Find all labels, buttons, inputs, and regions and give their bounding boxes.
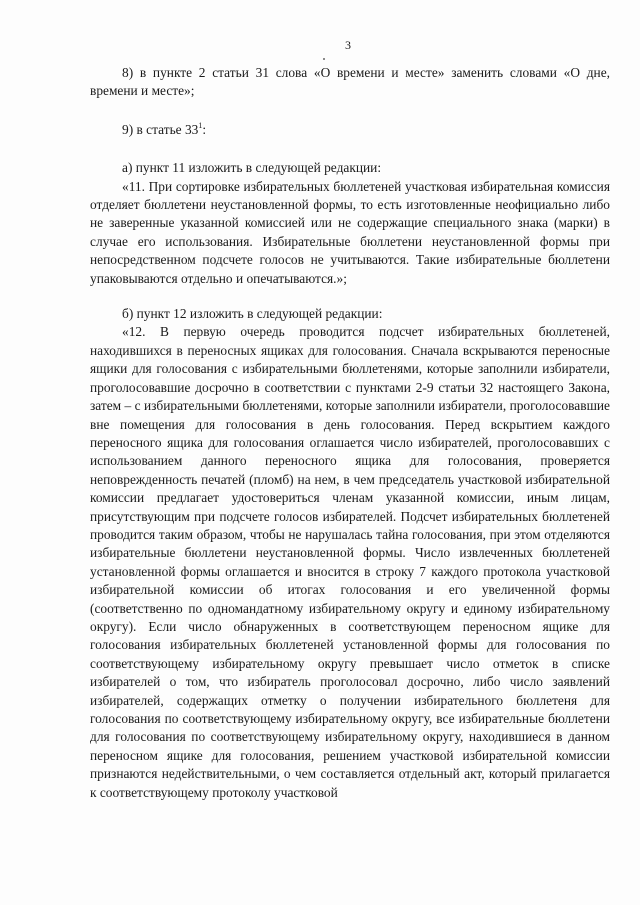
paragraph-item-8: 8) в пункте 2 статьи 31 слова «О времени и месте» заменить словами «О дне, времени и месте»; xyxy=(90,65,610,99)
subparagraph-a: а) пункт 11 изложить в следующей редакции: xyxy=(122,160,382,176)
clause-11-text: «11. При сортировке избирательных бюллетеней участковая избирательная комиссия отделяет бюллетени неустановленной формы, то есть изготовленные неофициально либо не заверенные указанной комиссией или не содержащие специального знака (марки) в случае его использования. Избирательные бюллетени неустановленной формы при непосредственном подсчете голосов не учитываются. Такие избирательные бюллетени упаковываются отдельно и опечатываются.»; xyxy=(90,178,610,286)
document-body xyxy=(90,64,610,802)
subparagraph-b: б) пункт 12 изложить в следующей редакции: xyxy=(122,306,383,322)
scan-speck xyxy=(323,58,325,60)
paragraph-item-9-tail: : xyxy=(202,121,207,137)
clause-12-text: «12. В первую очередь проводится подсчет избирательных бюллетеней, находившихся в переносных ящиках для голосования. Сначала вскрываются переносные ящики для голосования с избирательными бюллетенями, которые заполнили избиратели, проголосовавшие досрочно в соответствии с пунктами 2-9 статьи 32 настоящего Закона, затем – с избирательными бюллетенями, которые заполнили избиратели, проголосовавшие вне помещения для голосования в день голосования. Перед вскрытием каждого переносного ящика для голосования оглашается число избирателей, проголосовавших с использованием данного переносного ящика для голосования, проверяется неповрежденность печатей (пломб) на нем, в чем председатель участковой избирательной комиссии предлагает удостовериться членам указанной комиссии, иным лицам, присутствующим при подсчете голосов избирателей. Подсчет избирательных бюллетеней проводится таким образом, чтобы не нарушалась тайна голосования, при этом отделяются избирательные бюллетени неустановленной формы. Число извлеченных бюллетеней установленной формы оглашается и вносится в строку 7 каждого протокола участковой избирательной комиссии об итогах голосования и его увеличенной формы (соответственно по одномандатному избирательному округу и единому избирательному округу). Если число обнаруженных в соответствующем переносном ящике для голосования избирательных бюллетеней установленной формы для голосования по соответствующему избирательному округу превышает число отметок в списке избирателей о том, что избиратель проголосовал досрочно, либо число заявлений избирателей, содержащих отметку о получении избирательного бюллетеня для голосования по соответствующему избирательному округу, все избирательные бюллетени для голосования по соответствующему избирательному округу, находившиеся в данном переносном ящике для голосования, решением участковой избирательной комиссии признаются недействительными, о чем составляется отдельный акт, который прилагается к соответствующему протоколу участковой xyxy=(90,324,610,800)
paragraph-item-9-text: 9) в статье 33 xyxy=(122,121,199,137)
superscript: 1 xyxy=(198,120,203,130)
paragraph-item-9 xyxy=(90,121,610,139)
page-number: 3 xyxy=(345,38,351,52)
